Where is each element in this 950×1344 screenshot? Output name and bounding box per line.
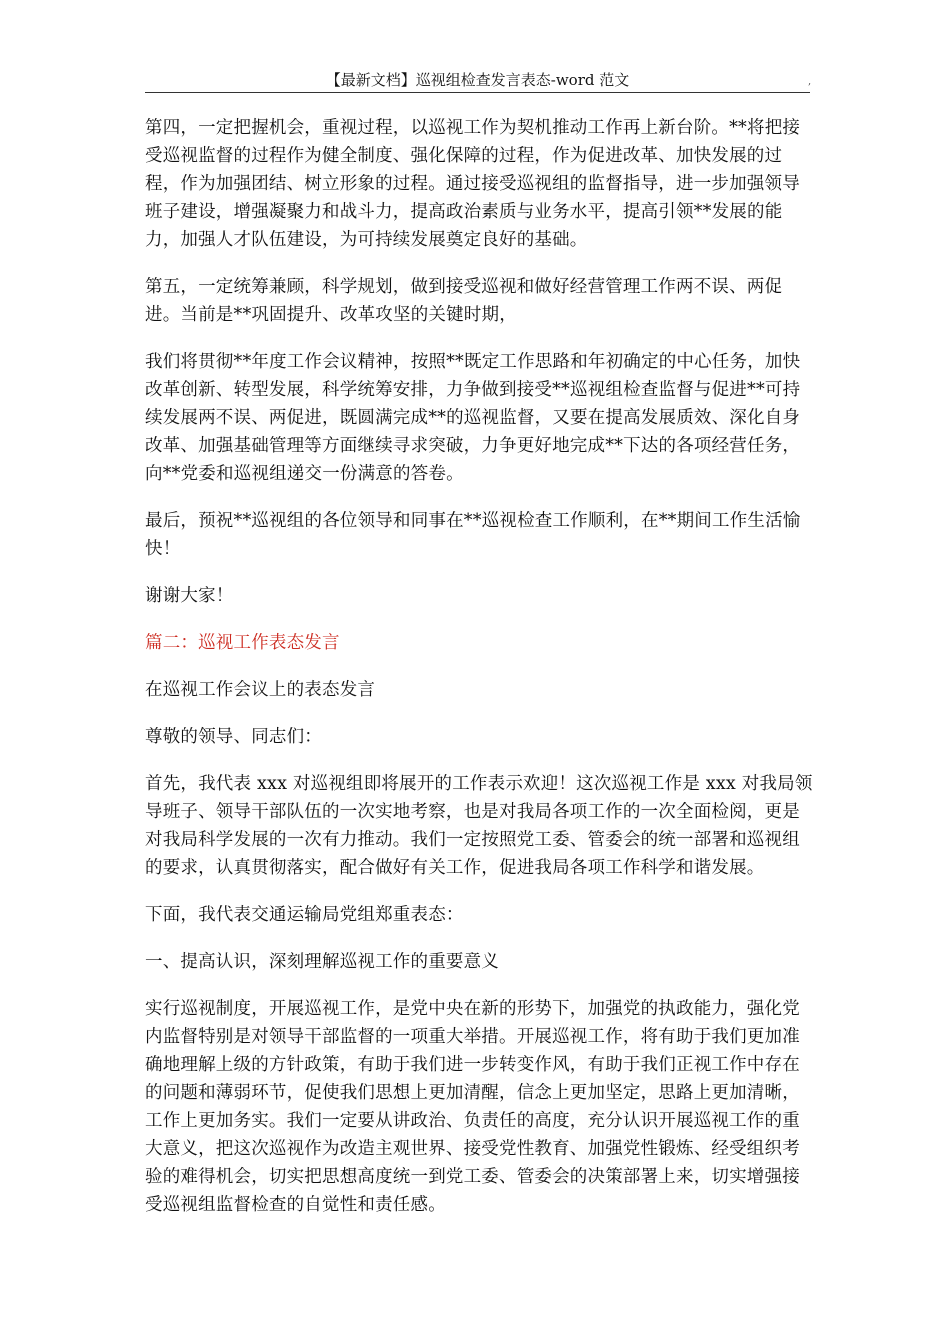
header-mark: , — [808, 76, 812, 87]
paragraph-thanks: 谢谢大家！ — [145, 586, 234, 606]
paragraph-closing-wishes: 最后，预祝**巡视组的各位领导和同事在**巡视检查工作顺利，在**期间工作生活愉快！ — [145, 511, 801, 559]
paragraph-significance: 实行巡视制度，开展巡视工作，是党中央在新的形势下，加强党的执政能力，强化党内监督特别是对领导干部监督的一项重大举措。开展巡视工作，将有助于我们更加准确地理解上级的方针政策，有助于我们进一步转变作风，有助于我们正视工作中存在的问题和薄弱环节，促使我们思想上更加清醒，信念上更加坚定，思路上更加清晰，工作上更加务实。我们一定要从讲政治、负责任的高度，充分认识开展巡视工作的重大意义，把这次巡视作为改造主观世界、接受党性教育、加强党性锻炼、经受组织考验的难得机会，切实把思想高度统一到党工委、管委会的决策部署上来，切实增强接受巡视组监督检查的自觉性和责任感。 — [145, 999, 800, 1215]
paragraph-statement-intro: 下面，我代表交通运输局党组郑重表态： — [145, 905, 464, 925]
speech-title: 在巡视工作会议上的表态发言 — [145, 680, 376, 700]
paragraph-welcome: 首先，我代表 xxx 对巡视组即将展开的工作表示欢迎！这次巡视工作是 xxx 对我局领导班子、领导干部队伍的一次实地考察，也是对我局各项工作的一次全面检阅，更是对我局科学发展的一次有力推动。我们一定按照党工委、管委会的统一部署和巡视组的要求，认真贯彻落实，配合做好有关工作，促进我局各项工作科学和谐发展。 — [145, 774, 813, 878]
paragraph-implementation: 我们将贯彻**年度工作会议精神，按照**既定工作思路和年初确定的中心任务，加快改革创新、转型发展，科学统筹安排，力争做到接受**巡视组检查监督与促进**可持续发展两不误、两促进，既圆满完成**的巡视监督，又要在提高发展质效、深化自身改革、加强基础管理等方面继续寻求突破，力争更好地完成**下达的各项经营任务，向**党委和巡视组递交一份满意的答卷。 — [145, 352, 801, 484]
section-heading-part-two: 篇二：巡视工作表态发言 — [145, 633, 340, 653]
page-header: 【最新文档】巡视组检查发言表态-word 范文 — [145, 70, 810, 93]
paragraph-fourth-point: 第四，一定把握机会，重视过程，以巡视工作为契机推动工作再上新台阶。**将把接受巡视监督的过程作为健全制度、强化保障的过程，作为促进改革、加快发展的过程，作为加强团结、树立形象的过程。通过接受巡视组的监督指导，进一步加强领导班子建设，增强凝聚力和战斗力，提高政治素质与业务水平，提高引领**发展的能力，加强人才队伍建设，为可持续发展奠定良好的基础。 — [145, 118, 801, 250]
document-body — [145, 114, 817, 1238]
paragraph-fifth-point: 第五，一定统筹兼顾，科学规划，做到接受巡视和做好经营管理工作两不误、两促进。当前是**巩固提升、改革攻坚的关键时期， — [145, 277, 783, 325]
salutation: 尊敬的领导、同志们： — [145, 727, 322, 747]
subheading-point-one: 一、提高认识，深刻理解巡视工作的重要意义 — [145, 952, 499, 972]
